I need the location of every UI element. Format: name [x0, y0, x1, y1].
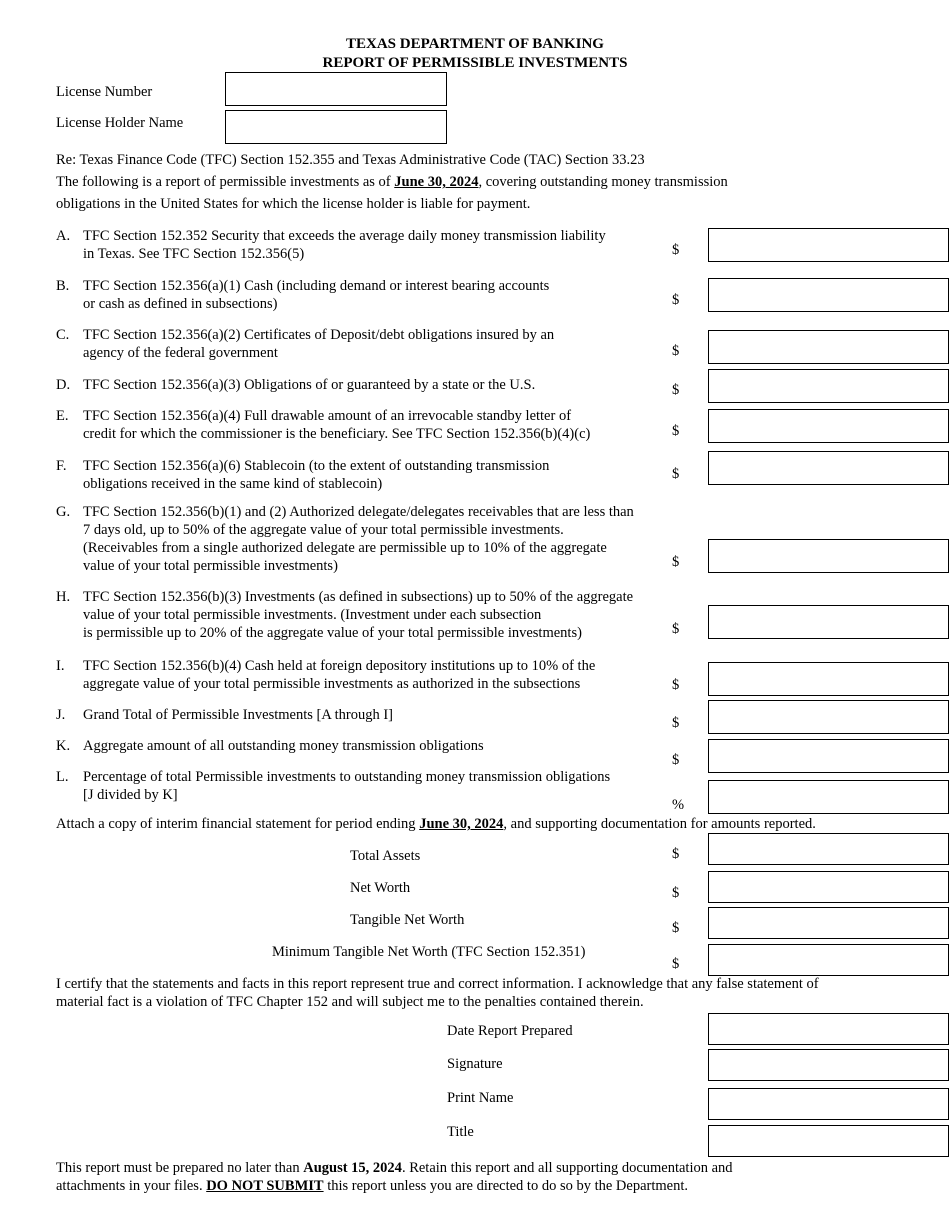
intro-paragraph-line1: The following is a report of permissible investments as of June 30, 2024, covering outstanding money transmission [56, 174, 728, 190]
dollar-sign: $ [672, 621, 680, 637]
item-g-description: TFC Section 152.356(b)(1) and (2) Authorized delegate/delegates receivables that are less than [83, 504, 634, 520]
dollar-sign: $ [672, 885, 680, 901]
net-worth-label: Net Worth [350, 880, 411, 896]
item-letter-d: D. [56, 377, 71, 393]
attach-statement: Attach a copy of interim financial statement for period ending June 30, 2024, and supporting documentation for amounts reported. [56, 816, 816, 832]
report-as-of-date: June 30, 2024 [394, 174, 479, 190]
re-line: Re: Texas Finance Code (TFC) Section 152.355 and Texas Administrative Code (TAC) Section 33.23 [56, 152, 645, 168]
dollar-sign: $ [672, 554, 680, 570]
item-f-amount-input[interactable] [708, 451, 949, 485]
signature-label: Signature [447, 1056, 503, 1072]
item-g-description: 7 days old, up to 50% of the aggregate value of your total permissible investments. [83, 522, 564, 538]
item-letter-e: E. [56, 408, 69, 424]
item-e-amount-input[interactable] [708, 409, 949, 443]
item-letter-l: L. [56, 769, 69, 785]
item-e-description: TFC Section 152.356(a)(4) Full drawable amount of an irrevocable standby letter of [83, 408, 572, 424]
item-letter-k: K. [56, 738, 71, 754]
item-c-description: agency of the federal government [83, 345, 278, 361]
net-worth-input[interactable] [708, 871, 949, 903]
dollar-sign: $ [672, 423, 680, 439]
item-l-description: [J divided by K] [83, 787, 178, 803]
dollar-sign: $ [672, 292, 680, 308]
item-i-description: TFC Section 152.356(b)(4) Cash held at foreign depository institutions up to 10% of the [83, 658, 596, 674]
item-i-description: aggregate value of your total permissible investments as authorized in the subsections [83, 676, 581, 692]
item-letter-b: B. [56, 278, 70, 294]
title-label: Title [447, 1124, 474, 1140]
minimum-tangible-net-worth-input[interactable] [708, 944, 949, 976]
print-name-label: Print Name [447, 1090, 514, 1106]
item-b-description: TFC Section 152.356(a)(1) Cash (including demand or interest bearing accounts [83, 278, 550, 294]
minimum-tangible-net-worth-label: Minimum Tangible Net Worth (TFC Section 152.351) [272, 944, 586, 960]
item-c-description: TFC Section 152.356(a)(2) Certificates of Deposit/debt obligations insured by an [83, 327, 555, 343]
item-l-description: Percentage of total Permissible investments to outstanding money transmission obligations [83, 769, 611, 785]
item-j-amount-input[interactable] [708, 700, 949, 734]
item-h-description: value of your total permissible investments. (Investment under each subsection [83, 607, 542, 623]
item-f-description: obligations received in the same kind of stablecoin) [83, 476, 383, 492]
date-report-prepared-label: Date Report Prepared [447, 1023, 573, 1039]
item-e-description: credit for which the commissioner is the beneficiary. See TFC Section 152.356(b)(4)(c) [83, 426, 591, 442]
license-number-input[interactable] [225, 72, 447, 106]
dollar-sign: $ [672, 752, 680, 768]
signature-input[interactable] [708, 1049, 949, 1081]
footer-line1: This report must be prepared no later than August 15, 2024. Retain this report and all supporting documentation and [56, 1160, 733, 1176]
item-letter-a: A. [56, 228, 71, 244]
item-f-description: TFC Section 152.356(a)(6) Stablecoin (to the extent of outstanding transmission [83, 458, 550, 474]
item-l-amount-input[interactable] [708, 780, 949, 814]
item-d-amount-input[interactable] [708, 369, 949, 403]
item-letter-j: J. [56, 707, 66, 723]
total-assets-label: Total Assets [350, 848, 421, 864]
item-h-description: is permissible up to 20% of the aggregate value of your total permissible investments) [83, 625, 582, 641]
item-c-amount-input[interactable] [708, 330, 949, 364]
certification-line2: material fact is a violation of TFC Chapter 152 and will subject me to the penalties contained therein. [56, 994, 644, 1010]
item-a-amount-input[interactable] [708, 228, 949, 262]
item-letter-g: G. [56, 504, 71, 520]
license-holder-name-input[interactable] [225, 110, 447, 144]
dollar-sign: $ [672, 242, 680, 258]
item-g-description: (Receivables from a single authorized delegate are permissible up to 10% of the aggregate [83, 540, 607, 556]
item-h-description: TFC Section 152.356(b)(3) Investments (as defined in subsections) up to 50% of the aggregate [83, 589, 634, 605]
deadline-date: August 15, 2024 [303, 1160, 402, 1176]
item-i-amount-input[interactable] [708, 662, 949, 696]
intro-paragraph-line2: obligations in the United States for which the license holder is liable for payment. [56, 196, 531, 212]
license-holder-name-label: License Holder Name [56, 115, 184, 131]
tangible-net-worth-label: Tangible Net Worth [350, 912, 465, 928]
dollar-sign: $ [672, 343, 680, 359]
print-name-input[interactable] [708, 1088, 949, 1120]
item-a-description: in Texas. See TFC Section 152.356(5) [83, 246, 305, 262]
dollar-sign: $ [672, 382, 680, 398]
item-b-amount-input[interactable] [708, 278, 949, 312]
dollar-sign: $ [672, 466, 680, 482]
dollar-sign: $ [672, 956, 680, 972]
item-b-description: or cash as defined in subsections) [83, 296, 278, 312]
license-number-label: License Number [56, 84, 153, 100]
report-title: REPORT OF PERMISSIBLE INVESTMENTS [322, 55, 628, 71]
item-g-description: value of your total permissible investments) [83, 558, 338, 574]
percent-sign: % [672, 797, 685, 813]
item-letter-c: C. [56, 327, 70, 343]
report-agency-title: TEXAS DEPARTMENT OF BANKING [346, 36, 604, 52]
certification-line1: I certify that the statements and facts in this report represent true and correct information. I acknowledge that any false statement of [56, 976, 819, 992]
item-g-amount-input[interactable] [708, 539, 949, 573]
dollar-sign: $ [672, 846, 680, 862]
dollar-sign: $ [672, 677, 680, 693]
date-report-prepared-input[interactable] [708, 1013, 949, 1045]
item-k-amount-input[interactable] [708, 739, 949, 773]
footer-line2: attachments in your files. DO NOT SUBMIT this report unless you are directed to do so by the Department. [56, 1178, 688, 1194]
do-not-submit-notice: DO NOT SUBMIT [206, 1178, 324, 1194]
dollar-sign: $ [672, 920, 680, 936]
item-letter-f: F. [56, 458, 67, 474]
item-letter-h: H. [56, 589, 71, 605]
item-j-description: Grand Total of Permissible Investments [A through I] [83, 707, 394, 723]
item-a-description: TFC Section 152.352 Security that exceeds the average daily money transmission liability [83, 228, 606, 244]
total-assets-input[interactable] [708, 833, 949, 865]
title-input[interactable] [708, 1125, 949, 1157]
attach-period-date: June 30, 2024 [419, 816, 504, 832]
item-d-description: TFC Section 152.356(a)(3) Obligations of or guaranteed by a state or the U.S. [83, 377, 536, 393]
item-h-amount-input[interactable] [708, 605, 949, 639]
tangible-net-worth-input[interactable] [708, 907, 949, 939]
item-k-description: Aggregate amount of all outstanding money transmission obligations [83, 738, 484, 754]
item-letter-i: I. [56, 658, 65, 674]
dollar-sign: $ [672, 715, 680, 731]
